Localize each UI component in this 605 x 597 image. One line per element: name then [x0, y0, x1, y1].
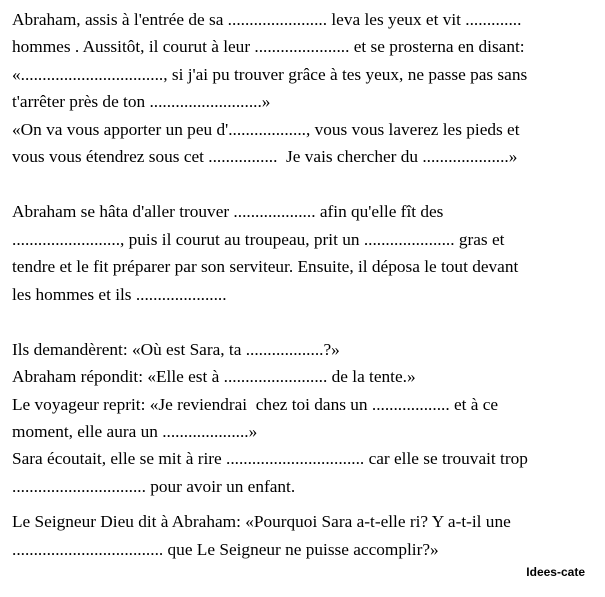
text-line: moment, elle aura un ....................»: [12, 422, 258, 442]
text-line: tendre et le fit préparer par son serviteur. Ensuite, il déposa le tout devant: [12, 257, 519, 277]
watermark-label: Idees-cate: [526, 565, 585, 579]
text-line: les hommes et ils .....................: [12, 284, 227, 304]
text-line: Abraham se hâta d'aller trouver ................... afin qu'elle fît des: [12, 202, 444, 222]
paragraph-spacer: [12, 500, 600, 508]
text-line: vous vous étendrez sous cet ................ Je vais chercher du ....................»: [12, 146, 518, 166]
text-line: t'arrêter près de ton ..........................»: [12, 92, 271, 112]
paragraph-sara-dialogue: [12, 336, 600, 500]
text-line: «................................., si j'ai pu trouver grâce à tes yeux, ne passe pas sans: [12, 64, 528, 84]
text-line: hommes . Aussitôt, il courut à leur ...................... et se prosterna en disant:: [12, 37, 525, 57]
text-line: Abraham répondit: «Elle est à ........................ de la tente.»: [12, 367, 416, 387]
paragraph-lord-speaks: [12, 508, 600, 563]
text-line: Le voyageur reprit: «Je reviendrai chez toi dans un .................. et à ce: [12, 394, 499, 414]
text-line: ................................... que Le Seigneur ne puisse accomplir?»: [12, 539, 439, 559]
paragraph-spacer: [12, 308, 600, 336]
text-line: Sara écoutait, elle se mit à rire ................................ car elle se trouvait trop: [12, 449, 528, 469]
paragraph-preparing-meal: [12, 198, 600, 308]
document-body: [12, 6, 600, 563]
paragraph-visit-of-three-men: [12, 6, 600, 170]
text-line: ........................., puis il courut au troupeau, prit un ..................... gras et: [12, 229, 505, 249]
text-line: Ils demandèrent: «Où est Sara, ta ..................?»: [12, 339, 340, 359]
text-line: «On va vous apporter un peu d'.................., vous vous laverez les pieds et: [12, 119, 520, 139]
text-line: ............................... pour avoir un enfant.: [12, 476, 296, 496]
paragraph-spacer: [12, 170, 600, 198]
text-line: Le Seigneur Dieu dit à Abraham: «Pourquoi Sara a-t-elle ri? Y a-t-il une: [12, 512, 511, 532]
text-line: Abraham, assis à l'entrée de sa ....................... leva les yeux et vit .............: [12, 10, 522, 29]
